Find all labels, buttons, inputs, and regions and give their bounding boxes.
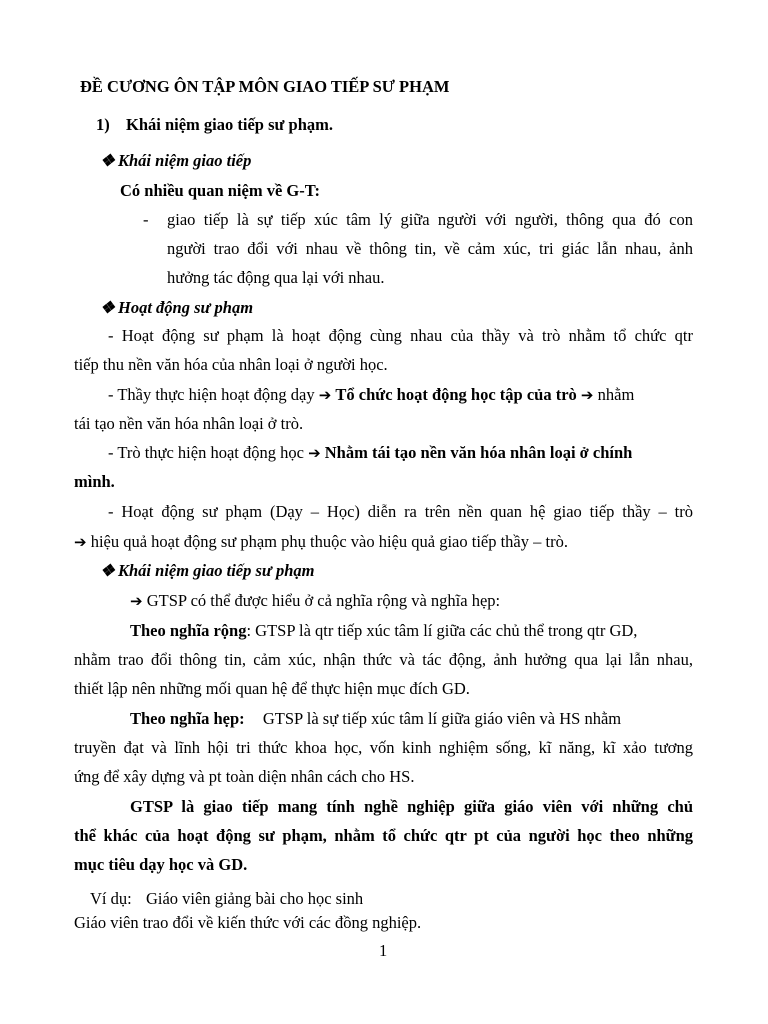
text-run: nhằm xyxy=(597,385,635,404)
text-run: : GTSP là qtr tiếp xúc tâm lí giữa các chủ thể trong qtr GD, xyxy=(246,621,638,640)
subheading-giao-tiep xyxy=(100,151,251,171)
bold-run: Theo nghĩa rộng xyxy=(130,621,247,640)
page-number: 1 xyxy=(379,941,388,960)
paragraph-line xyxy=(130,621,637,641)
text-run: - Trò thực hiện hoạt động học xyxy=(108,443,304,462)
example-line xyxy=(90,889,363,909)
diamond-bullet-icon: ❖ xyxy=(100,151,115,170)
paragraph-line xyxy=(108,443,632,463)
paragraph-line xyxy=(130,709,621,729)
document-title: ĐỀ CƯƠNG ÔN TẬP MÔN GIAO TIẾP SƯ PHẠM xyxy=(80,77,450,96)
right-arrow-icon: ➔ xyxy=(130,592,143,610)
paragraph-line: giao tiếp là sự tiếp xúc tâm lý giữa người với người, thông qua đó con xyxy=(167,210,693,229)
lead-text: Có nhiều quan niệm về G-T: xyxy=(120,181,321,200)
paragraph-line: truyền đạt và lĩnh hội tri thức khoa học, vốn kinh nghiệm sống, kĩ năng, kĩ xảo tương xyxy=(74,738,693,757)
paragraph-line: tái tạo nền văn hóa nhân loại ở trò. xyxy=(74,414,304,433)
section-title: Khái niệm giao tiếp sư phạm. xyxy=(126,115,334,134)
paragraph-line: - Hoạt động sư phạm (Dạy – Học) diễn ra trên nền quan hệ giao tiếp thầy – trò xyxy=(108,502,693,521)
bold-run: Nhằm tái tạo nền văn hóa nhân loại ở chính xyxy=(324,443,633,462)
right-arrow-icon: ➔ xyxy=(580,386,594,404)
right-arrow-icon: ➔ xyxy=(318,386,332,404)
paragraph-line: mình. xyxy=(74,472,115,491)
paragraph-line: người trao đổi với nhau về thông tin, về cảm xúc, tri giác lẫn nhau, ảnh xyxy=(167,239,693,258)
example-line: Giáo viên trao đổi về kiến thức với các đồng nghiệp. xyxy=(74,913,422,932)
bold-run: Theo nghĩa hẹp: xyxy=(130,709,245,728)
diamond-bullet-icon: ❖ xyxy=(100,298,115,317)
definition-line: GTSP là giao tiếp mang tính nghề nghiệp giữa giáo viên với những chủ xyxy=(130,797,693,816)
paragraph-line xyxy=(74,532,568,552)
paragraph-line: ứng để xây dựng và pt toàn diện nhân cách cho HS. xyxy=(74,767,415,786)
definition-line: thể khác của hoạt động sư phạm, nhằm tổ chức qtr pt của người học theo những xyxy=(74,826,693,845)
paragraph-line xyxy=(130,591,500,611)
section-number: 1) xyxy=(96,115,110,134)
paragraph-line: nhằm trao đổi thông tin, cảm xúc, nhận thức và tác động, ảnh hưởng qua lại lẫn nhau, xyxy=(74,650,693,669)
paragraph-line: hưởng tác động qua lại với nhau. xyxy=(167,268,385,287)
subheading-text: Khái niệm giao tiếp sư phạm xyxy=(118,561,315,580)
definition-line: mục tiêu dạy học và GD. xyxy=(74,855,248,874)
subheading-giao-tiep-su-pham xyxy=(100,561,314,581)
text-run: Giáo viên giảng bài cho học sinh xyxy=(145,889,364,908)
subheading-text: Khái niệm giao tiếp xyxy=(118,151,252,170)
text-run: GTSP có thể được hiểu ở cả nghĩa rộng và nghĩa hẹp: xyxy=(146,591,501,610)
right-arrow-icon: ➔ xyxy=(308,444,321,462)
paragraph-line xyxy=(108,385,634,405)
right-arrow-icon: ➔ xyxy=(74,533,87,551)
diamond-bullet-icon: ❖ xyxy=(100,561,115,580)
paragraph-line: tiếp thu nền văn hóa của nhân loại ở người học. xyxy=(74,355,388,374)
dash-bullet: - xyxy=(143,210,149,229)
text-run: GTSP là sự tiếp xúc tâm lí giữa giáo viên và HS nhằm xyxy=(262,709,622,728)
bold-run: Tổ chức hoạt động học tập của trò xyxy=(335,385,577,404)
text-run: - Thầy thực hiện hoạt động dạy xyxy=(108,385,315,404)
paragraph-line: thiết lập nên những mối quan hệ để thực hiện mục đích GD. xyxy=(74,679,470,698)
paragraph-line: - Hoạt động sư phạm là hoạt động cùng nhau của thầy và trò nhằm tổ chức qtr xyxy=(108,326,693,345)
subheading-text: Hoạt động sư phạm xyxy=(118,298,254,317)
example-label: Ví dụ: xyxy=(90,889,132,908)
section-heading xyxy=(96,115,333,135)
subheading-hoat-dong xyxy=(100,298,253,318)
text-run: hiệu quả hoạt động sư phạm phụ thuộc vào hiệu quả giao tiếp thầy – trò. xyxy=(90,532,568,551)
